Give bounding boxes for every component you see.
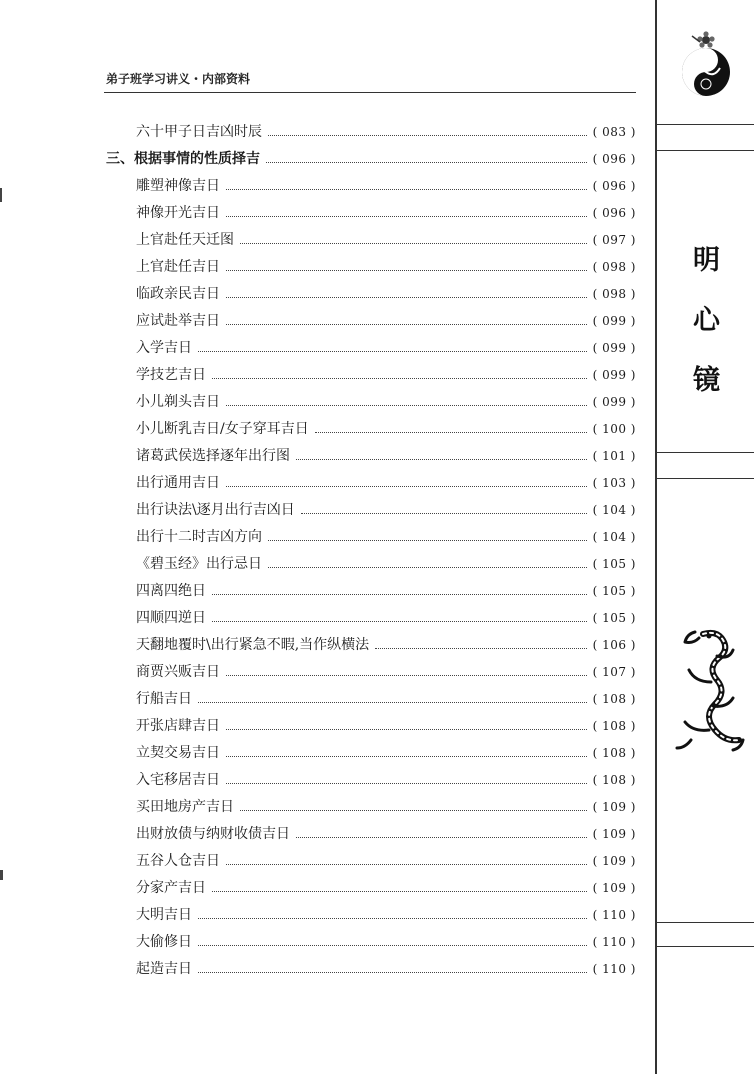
toc-entry — [106, 929, 636, 956]
dot-leader — [240, 243, 587, 244]
toc-entry-page: ( 099 ) — [592, 395, 636, 409]
toc-section-heading — [106, 146, 636, 173]
toc-entry — [106, 578, 636, 605]
toc-entry-page: ( 106 ) — [592, 638, 636, 652]
toc-entry — [106, 362, 636, 389]
toc-entry-page: ( 099 ) — [592, 314, 636, 328]
toc-entry-page: ( 096 ) — [592, 179, 636, 193]
toc-entry-page: ( 108 ) — [592, 719, 636, 733]
toc-entry-title: 开张店肆吉日 — [136, 718, 220, 734]
dot-leader — [212, 378, 587, 379]
toc-entry-page: ( 103 ) — [592, 476, 636, 490]
header-title: 弟子班学习讲义・内部资料 — [106, 72, 251, 86]
toc-entry-title: 入宅移居吉日 — [136, 772, 220, 788]
sidebar-char: 心 — [693, 305, 720, 336]
toc-entry-title: 立契交易吉日 — [136, 745, 220, 761]
dot-leader — [198, 702, 587, 703]
toc-entry-page: ( 099 ) — [592, 341, 636, 355]
toc-entry-page: ( 097 ) — [592, 233, 636, 247]
sidebar-char: 镜 — [693, 365, 720, 396]
toc-entry — [106, 767, 636, 794]
toc-entry — [106, 281, 636, 308]
toc-entry — [106, 686, 636, 713]
toc-entry-page: ( 098 ) — [592, 260, 636, 274]
toc-entry-page: ( 109 ) — [592, 854, 636, 868]
toc-entry — [106, 605, 636, 632]
toc-entry-page: ( 109 ) — [592, 881, 636, 895]
toc-entry — [106, 659, 636, 686]
toc-entry-title: 雕塑神像吉日 — [136, 178, 220, 194]
toc-entry — [106, 875, 636, 902]
dot-leader — [301, 513, 587, 514]
toc-entry — [106, 227, 636, 254]
toc-entry-title: 天翻地覆时\出行紧急不暇,当作纵横法 — [136, 637, 370, 653]
sidebar-rule — [657, 478, 754, 479]
dot-leader — [268, 540, 587, 541]
dot-leader — [198, 918, 587, 919]
dot-leader — [375, 648, 586, 649]
sidebar-rule — [657, 922, 754, 923]
toc-entry — [106, 416, 636, 443]
toc-entry — [106, 308, 636, 335]
dot-leader — [226, 189, 587, 190]
toc-entry-title: 应试赴举吉日 — [136, 313, 220, 329]
toc-entry — [106, 848, 636, 875]
toc-entry-title: 出行诀法\逐月出行吉凶日 — [136, 502, 295, 518]
toc-entry-title: 大偷修日 — [136, 934, 192, 950]
toc-entry-title: 临政亲民吉日 — [136, 286, 220, 302]
dot-leader — [212, 891, 587, 892]
toc-entry-title: 出财放债与纳财收债吉日 — [136, 826, 290, 842]
toc-entry — [106, 254, 636, 281]
toc-entry — [106, 956, 636, 983]
toc-entry-title: 四离四绝日 — [136, 583, 206, 599]
toc-entry-title: 小儿断乳吉日/女子穿耳吉日 — [136, 421, 309, 437]
dot-leader — [198, 945, 587, 946]
toc-entry — [106, 902, 636, 929]
toc-entry-page: ( 104 ) — [592, 503, 636, 517]
dot-leader — [315, 432, 587, 433]
toc-entry-page: ( 100 ) — [592, 422, 636, 436]
toc-entry — [106, 740, 636, 767]
toc-entry-page: ( 108 ) — [592, 746, 636, 760]
toc-entry-page: ( 101 ) — [592, 449, 636, 463]
dot-leader — [226, 486, 587, 487]
toc-entry-page: ( 096 ) — [592, 206, 636, 220]
toc-entry-page: ( 110 ) — [592, 935, 636, 949]
dot-leader — [226, 405, 587, 406]
table-of-contents — [106, 119, 636, 983]
toc-entry-title: 起造吉日 — [136, 961, 192, 977]
toc-entry-page: ( 098 ) — [592, 287, 636, 301]
toc-entry-title: 上官赴任吉日 — [136, 259, 220, 275]
dot-leader — [296, 459, 587, 460]
toc-entry-title: 大明吉日 — [136, 907, 192, 923]
dot-leader — [226, 270, 587, 271]
toc-entry-page: ( 096 ) — [592, 152, 636, 166]
edge-mark — [0, 870, 3, 880]
toc-entry-title: 行船吉日 — [136, 691, 192, 707]
yin-yang-flower-icon — [678, 28, 734, 100]
toc-entry — [106, 632, 636, 659]
dot-leader — [226, 729, 587, 730]
toc-entry-title: 三、根据事情的性质择吉 — [106, 151, 260, 167]
dot-leader — [240, 810, 587, 811]
dot-leader — [268, 135, 587, 136]
toc-entry-title: 神像开光吉日 — [136, 205, 220, 221]
toc-entry-page: ( 099 ) — [592, 368, 636, 382]
toc-entry — [106, 524, 636, 551]
toc-entry-page: ( 105 ) — [592, 584, 636, 598]
toc-entry — [106, 794, 636, 821]
sidebar-char: 明 — [693, 245, 720, 276]
sidebar-rule — [657, 452, 754, 453]
dot-leader — [226, 324, 587, 325]
dot-leader — [226, 216, 587, 217]
toc-entry-title: 上官赴任天迁图 — [136, 232, 234, 248]
toc-entry-title: 《碧玉经》出行忌日 — [136, 556, 262, 572]
toc-entry-title: 分家产吉日 — [136, 880, 206, 896]
toc-entry-page: ( 109 ) — [592, 827, 636, 841]
toc-entry-title: 买田地房产吉日 — [136, 799, 234, 815]
sidebar-rule — [657, 946, 754, 947]
toc-entry-title: 入学吉日 — [136, 340, 192, 356]
dot-leader — [198, 972, 587, 973]
right-sidebar — [655, 0, 754, 1074]
toc-entry-page: ( 083 ) — [592, 125, 636, 139]
toc-entry — [106, 821, 636, 848]
sidebar-rule — [657, 150, 754, 151]
toc-entry-page: ( 105 ) — [592, 611, 636, 625]
sidebar-rule — [657, 124, 754, 125]
dot-leader — [226, 297, 587, 298]
dragon-icon — [673, 626, 747, 762]
toc-entry — [106, 551, 636, 578]
toc-entry — [106, 470, 636, 497]
edge-mark — [0, 188, 2, 202]
toc-entry-title: 五谷人仓吉日 — [136, 853, 220, 869]
toc-entry-title: 出行十二时吉凶方向 — [136, 529, 262, 545]
toc-entry — [106, 443, 636, 470]
toc-entry — [106, 173, 636, 200]
toc-entry-title: 四顺四逆日 — [136, 610, 206, 626]
toc-entry — [106, 713, 636, 740]
dot-leader — [296, 837, 587, 838]
toc-entry — [106, 200, 636, 227]
toc-entry — [106, 119, 636, 146]
toc-entry — [106, 335, 636, 362]
toc-entry-title: 商贾兴贩吉日 — [136, 664, 220, 680]
dot-leader — [268, 567, 587, 568]
toc-entry-page: ( 110 ) — [592, 908, 636, 922]
toc-entry-title: 小儿剃头吉日 — [136, 394, 220, 410]
toc-entry-title: 学技艺吉日 — [136, 367, 206, 383]
header-rule — [104, 92, 636, 93]
toc-entry-page: ( 107 ) — [592, 665, 636, 679]
toc-entry-page: ( 110 ) — [592, 962, 636, 976]
dot-leader — [212, 621, 587, 622]
dot-leader — [226, 756, 587, 757]
toc-entry-title: 六十甲子日吉凶时辰 — [136, 124, 262, 140]
toc-entry-page: ( 108 ) — [592, 773, 636, 787]
dot-leader — [212, 594, 587, 595]
toc-entry-title: 出行通用吉日 — [136, 475, 220, 491]
toc-entry-page: ( 108 ) — [592, 692, 636, 706]
toc-entry-page: ( 109 ) — [592, 800, 636, 814]
toc-entry-title: 诸葛武侯选择逐年出行图 — [136, 448, 290, 464]
toc-entry-page: ( 104 ) — [592, 530, 636, 544]
dot-leader — [198, 351, 587, 352]
dot-leader — [226, 675, 587, 676]
toc-entry-page: ( 105 ) — [592, 557, 636, 571]
toc-entry — [106, 389, 636, 416]
dot-leader — [226, 864, 587, 865]
dot-leader — [226, 783, 587, 784]
toc-entry — [106, 497, 636, 524]
dot-leader — [266, 162, 587, 163]
